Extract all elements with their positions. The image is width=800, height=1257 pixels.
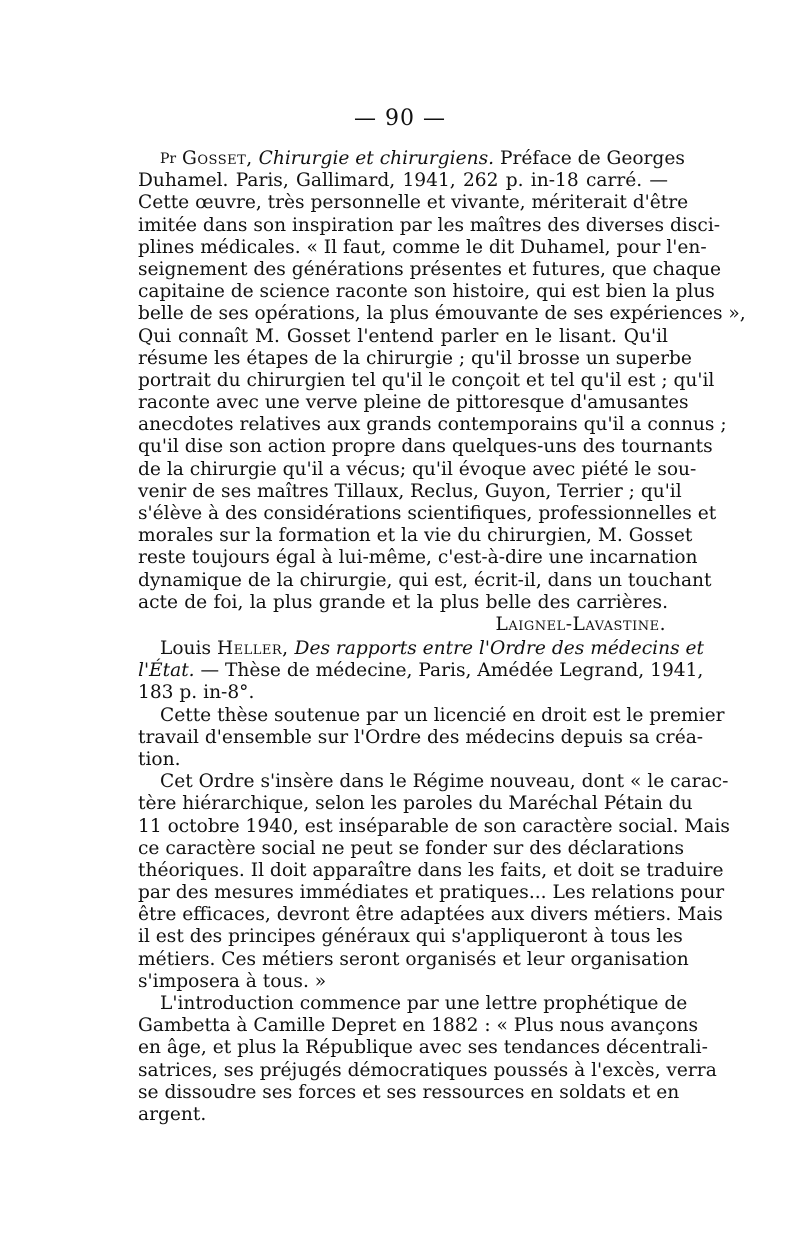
review-line: seignement des générations présentes et futures, que chaque [138,258,721,280]
review-line: plines médicales. « Il faut, comme le dit Duhamel, pour l'en- [138,236,707,258]
publication-info: — Thèse de médecine, Paris, Amédée Legrand, 1941, [194,660,704,682]
review-line: dynamique de la chirurgie, qui est, écrit-il, dans un touchant [138,569,712,591]
review-line: venir de ses maîtres Tillaux, Reclus, Guyon, Terrier ; qu'il [138,480,682,502]
paragraph-line: se dissoudre ses forces et ses ressources en soldats et en [138,1081,680,1103]
review-line: Duhamel. Paris, Gallimard, 1941, 262 p. in-18 carré. — [138,170,668,192]
review-line: belle de ses opérations, la plus émouvante de ses expériences », [138,303,746,325]
review-heller [138,638,730,1126]
paragraph-line: ce caractère social ne peut se fonder sur des déclarations [138,837,685,859]
review-line: acte de foi, la plus grande et la plus belle des carrières. [138,591,668,613]
paragraph-line: argent. [138,1103,207,1125]
paragraph-line: satrices, ses préjugés démocratiques poussés à l'excès, verra [138,1059,717,1081]
author-first-name: Louis [160,638,212,659]
review-line: capitaine de science raconte son histoire, qui est bien la plus [138,281,715,303]
page-number: — 90 — [354,106,446,131]
review-line: Préface de Georges [494,148,685,169]
paragraph-line: Cette thèse soutenue par un licencié en droit est le premier [160,704,725,726]
review-line: résume les étapes de la chirurgie ; qu'il brosse un superbe [138,347,692,369]
paragraph-line: tion. [138,748,181,770]
author-title: Pr [160,151,177,167]
review-gosset [138,148,746,636]
review-line: s'élève à des considérations scientifiques, professionnelles et [138,503,717,524]
review-heading-line [138,148,685,170]
paragraph-line: métiers. Ces métiers seront organisés et leur organisation [138,948,689,970]
review-heading-line-2 [138,660,704,682]
paragraph-line: en âge, et plus la République avec ses tendances décentrali- [138,1037,708,1059]
author-name: Gosset, [182,148,253,169]
paragraph-line: L'introduction commence par une lettre prophétique de [160,993,688,1014]
paragraph-line: 11 octobre 1940, est inséparable de son caractère social. Mais [138,815,730,837]
paragraph-line: tère hiérarchique, selon les paroles du Maréchal Pétain du [138,793,693,815]
paragraph-line: par des mesures immédiates et pratiques... Les relations pour [138,882,725,904]
book-title-part-2: l'État. [138,660,195,682]
paragraph-line: théoriques. Il doit apparaître dans les faits, et doit se traduire [138,859,724,881]
paragraph-line: Cet Ordre s'insère dans le Régime nouveau, dont « le carac- [160,771,729,793]
review-line: Qui connaît M. Gosset l'entend parler en le lisant. Qu'il [138,325,668,347]
review-heading-line [138,638,704,660]
paragraph-line: être efficaces, devront être adaptées aux divers métiers. Mais [138,904,723,926]
book-title: Chirurgie et chirurgiens. [258,148,495,169]
paragraph-line: il est des principes généraux qui s'appliqueront à tous les [138,926,683,948]
paragraph-line: s'imposera à tous. » [138,970,327,992]
review-line: portrait du chirurgien tel qu'il le conçoit et tel qu'il est ; qu'il [138,369,715,391]
review-line: raconte avec une verve pleine de pittoresque d'amusantes [138,392,689,414]
book-title-part-1: Des rapports entre l'Ordre des médecins et [294,638,704,659]
review-signature: Laignel-Lavastine. [495,613,666,635]
review-line: reste toujours égal à lui-même, c'est-à-dire une incarnation [138,547,698,569]
review-line: Cette œuvre, très personnelle et vivante, mériterait d'être [138,192,689,214]
review-line: anecdotes relatives aux grands contemporains qu'il a connus ; [138,414,727,436]
review-line: qu'il dise son action propre dans quelques-uns des tournants [138,436,713,458]
review-line: imitée dans son inspiration par les maîtres des diverses disci- [138,214,721,236]
review-line: de la chirurgie qu'il a vécus; qu'il évoque avec piété le sou- [138,458,697,480]
publication-format: 183 p. in-8°. [138,682,255,704]
review-line: morales sur la formation et la vie du chirurgien, M. Gosset [138,525,693,547]
paragraph-line: Gambetta à Camille Depret en 1882 : « Plus nous avançons [138,1015,699,1037]
paragraph-line: travail d'ensemble sur l'Ordre des médecins depuis sa créa- [138,726,704,748]
author-last-name: Heller, [216,638,289,659]
